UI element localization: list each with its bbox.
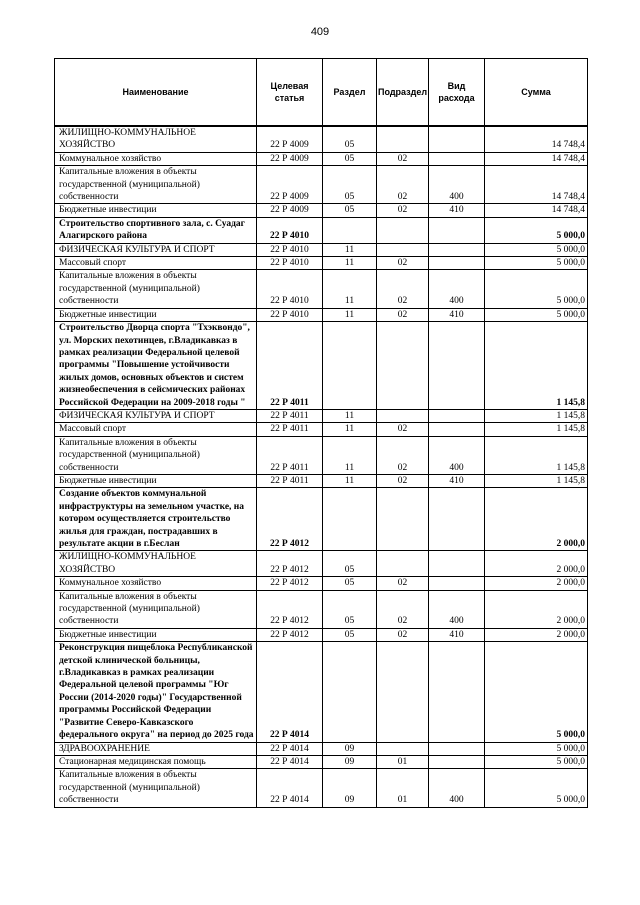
table-row <box>55 755 588 768</box>
cell-expense-type <box>429 126 485 152</box>
cell-name: Бюджетные инвестиции <box>55 628 257 641</box>
table-row <box>55 628 588 641</box>
cell-amount: 2 000,0 <box>485 590 588 628</box>
cell-expense-type: 410 <box>429 204 485 217</box>
cell-target: 22 Р 4010 <box>257 270 323 308</box>
cell-name: Реконструкция пищеблока Республиканской детской клинической больницы, г.Владикавказ в рамках реализации Федеральной целевой программы "Юг России (2014-2020 годы)" Государственной программы Российской Федерации "Развитие Северо-Кавказского федерального округа" на период до 2025 года <box>55 642 257 742</box>
cell-target: 22 Р 4009 <box>257 204 323 217</box>
cell-expense-type <box>429 551 485 577</box>
table-row <box>55 270 588 308</box>
header-expense-type: Вид расхода <box>429 59 485 127</box>
cell-target: 22 Р 4011 <box>257 322 323 410</box>
cell-name: Создание объектов коммунальной инфраструктуры на земельном участке, на котором осуществляется строительство жилья для граждан, пострадавших в результате акции в г.Беслан <box>55 488 257 551</box>
table-row <box>55 742 588 755</box>
cell-name: ЗДРАВООХРАНЕНИЕ <box>55 742 257 755</box>
cell-section: 11 <box>323 409 377 422</box>
cell-expense-type <box>429 742 485 755</box>
cell-subsection: 02 <box>377 308 429 321</box>
cell-name: Бюджетные инвестиции <box>55 474 257 487</box>
cell-expense-type: 410 <box>429 628 485 641</box>
cell-name: Капитальные вложения в объекты государственной (муниципальной) собственности <box>55 436 257 474</box>
cell-subsection: 02 <box>377 204 429 217</box>
cell-section <box>323 217 377 243</box>
cell-name: ЖИЛИЩНО-КОММУНАЛЬНОЕ ХОЗЯЙСТВО <box>55 126 257 152</box>
table-row <box>55 551 588 577</box>
table-row <box>55 204 588 217</box>
cell-target: 22 Р 4011 <box>257 474 323 487</box>
cell-subsection: 02 <box>377 628 429 641</box>
table-row <box>55 126 588 152</box>
table-row <box>55 166 588 204</box>
cell-amount: 2 000,0 <box>485 551 588 577</box>
cell-target: 22 Р 4010 <box>257 217 323 243</box>
cell-section: 05 <box>323 204 377 217</box>
cell-amount: 1 145,8 <box>485 322 588 410</box>
cell-section <box>323 642 377 742</box>
cell-target: 22 Р 4012 <box>257 590 323 628</box>
cell-name: Строительство Дворца спорта "Тхэквондо", ул. Морских пехотинцев, г.Владикавказ в рамках реализации Федеральной целевой программы "Повышение устойчивости жилых домов, основных объектов и систем жизнеобеспечения в сейсмических районах Российской Федерации на 2009-2018 годы " <box>55 322 257 410</box>
cell-subsection: 02 <box>377 152 429 165</box>
cell-expense-type: 410 <box>429 474 485 487</box>
cell-target: 22 Р 4012 <box>257 488 323 551</box>
cell-target: 22 Р 4010 <box>257 243 323 256</box>
cell-expense-type: 400 <box>429 769 485 807</box>
cell-target: 22 Р 4014 <box>257 742 323 755</box>
cell-amount: 5 000,0 <box>485 742 588 755</box>
cell-expense-type <box>429 152 485 165</box>
cell-target: 22 Р 4011 <box>257 409 323 422</box>
cell-amount: 1 145,8 <box>485 436 588 474</box>
cell-subsection <box>377 551 429 577</box>
cell-target: 22 Р 4014 <box>257 769 323 807</box>
cell-name: Строительство спортивного зала, с. Суадаг Алагирского района <box>55 217 257 243</box>
cell-section <box>323 322 377 410</box>
cell-section: 05 <box>323 152 377 165</box>
page-number: 409 <box>310 26 330 38</box>
cell-amount: 5 000,0 <box>485 217 588 243</box>
cell-target: 22 Р 4012 <box>257 628 323 641</box>
cell-subsection <box>377 742 429 755</box>
cell-amount: 14 748,4 <box>485 152 588 165</box>
cell-subsection: 01 <box>377 755 429 768</box>
table-body <box>55 126 588 807</box>
table-row <box>55 488 588 551</box>
table-row <box>55 308 588 321</box>
cell-target: 22 Р 4012 <box>257 551 323 577</box>
cell-section: 09 <box>323 769 377 807</box>
table-row <box>55 642 588 742</box>
header-section: Раздел <box>323 59 377 127</box>
cell-subsection <box>377 642 429 742</box>
cell-subsection: 02 <box>377 474 429 487</box>
cell-amount: 14 748,4 <box>485 126 588 152</box>
cell-target: 22 Р 4010 <box>257 257 323 270</box>
cell-name: ФИЗИЧЕСКАЯ КУЛЬТУРА И СПОРТ <box>55 243 257 256</box>
cell-subsection <box>377 488 429 551</box>
cell-name: Капитальные вложения в объекты государственной (муниципальной) собственности <box>55 590 257 628</box>
cell-amount: 5 000,0 <box>485 769 588 807</box>
cell-subsection: 01 <box>377 769 429 807</box>
cell-amount: 5 000,0 <box>485 270 588 308</box>
table-row <box>55 322 588 410</box>
table-row <box>55 409 588 422</box>
cell-name: Бюджетные инвестиции <box>55 308 257 321</box>
cell-section: 11 <box>323 474 377 487</box>
cell-amount: 1 145,8 <box>485 423 588 436</box>
cell-target: 22 Р 4009 <box>257 126 323 152</box>
table-row <box>55 577 588 590</box>
header-amount: Сумма <box>485 59 588 127</box>
cell-subsection <box>377 217 429 243</box>
cell-section: 05 <box>323 577 377 590</box>
table-row <box>55 474 588 487</box>
cell-section: 05 <box>323 126 377 152</box>
table-row <box>55 590 588 628</box>
cell-amount: 1 145,8 <box>485 409 588 422</box>
cell-section: 11 <box>323 243 377 256</box>
cell-amount: 5 000,0 <box>485 755 588 768</box>
cell-target: 22 Р 4010 <box>257 308 323 321</box>
cell-name: ЖИЛИЩНО-КОММУНАЛЬНОЕ ХОЗЯЙСТВО <box>55 551 257 577</box>
cell-expense-type <box>429 322 485 410</box>
table-header-row <box>55 59 588 127</box>
cell-section: 11 <box>323 270 377 308</box>
cell-expense-type <box>429 257 485 270</box>
cell-target: 22 Р 4009 <box>257 152 323 165</box>
cell-section: 11 <box>323 308 377 321</box>
cell-subsection <box>377 126 429 152</box>
cell-amount: 5 000,0 <box>485 257 588 270</box>
header-name: Наименование <box>55 59 257 127</box>
cell-section: 11 <box>323 257 377 270</box>
cell-section: 09 <box>323 755 377 768</box>
table-row <box>55 423 588 436</box>
cell-target: 22 Р 4009 <box>257 166 323 204</box>
cell-expense-type <box>429 755 485 768</box>
cell-section: 11 <box>323 436 377 474</box>
cell-name: ФИЗИЧЕСКАЯ КУЛЬТУРА И СПОРТ <box>55 409 257 422</box>
cell-section <box>323 488 377 551</box>
cell-amount: 5 000,0 <box>485 308 588 321</box>
cell-expense-type: 400 <box>429 270 485 308</box>
cell-subsection: 02 <box>377 166 429 204</box>
cell-subsection: 02 <box>377 423 429 436</box>
cell-name: Бюджетные инвестиции <box>55 204 257 217</box>
header-subsection: Подраздел <box>377 59 429 127</box>
cell-amount: 1 145,8 <box>485 474 588 487</box>
cell-expense-type: 400 <box>429 166 485 204</box>
cell-section: 05 <box>323 166 377 204</box>
cell-expense-type <box>429 217 485 243</box>
cell-name: Массовый спорт <box>55 423 257 436</box>
cell-amount: 5 000,0 <box>485 642 588 742</box>
cell-subsection: 02 <box>377 270 429 308</box>
cell-subsection: 02 <box>377 257 429 270</box>
cell-amount: 5 000,0 <box>485 243 588 256</box>
table-row <box>55 152 588 165</box>
table-row <box>55 257 588 270</box>
cell-target: 22 Р 4011 <box>257 436 323 474</box>
cell-subsection: 02 <box>377 436 429 474</box>
cell-expense-type: 400 <box>429 436 485 474</box>
cell-amount: 2 000,0 <box>485 488 588 551</box>
header-target: Целевая статья <box>257 59 323 127</box>
cell-subsection <box>377 409 429 422</box>
cell-expense-type <box>429 642 485 742</box>
cell-name: Коммунальное хозяйство <box>55 152 257 165</box>
cell-section: 05 <box>323 551 377 577</box>
cell-amount: 14 748,4 <box>485 204 588 217</box>
cell-expense-type <box>429 577 485 590</box>
cell-amount: 2 000,0 <box>485 577 588 590</box>
cell-section: 09 <box>323 742 377 755</box>
cell-section: 11 <box>323 423 377 436</box>
cell-target: 22 Р 4014 <box>257 755 323 768</box>
table-row <box>55 769 588 807</box>
cell-expense-type <box>429 488 485 551</box>
cell-name: Капитальные вложения в объекты государственной (муниципальной) собственности <box>55 769 257 807</box>
cell-name: Капитальные вложения в объекты государственной (муниципальной) собственности <box>55 270 257 308</box>
cell-section: 05 <box>323 628 377 641</box>
table-row <box>55 217 588 243</box>
cell-name: Массовый спорт <box>55 257 257 270</box>
cell-expense-type: 400 <box>429 590 485 628</box>
cell-target: 22 Р 4014 <box>257 642 323 742</box>
cell-subsection <box>377 322 429 410</box>
cell-amount: 14 748,4 <box>485 166 588 204</box>
cell-subsection <box>377 243 429 256</box>
cell-expense-type: 410 <box>429 308 485 321</box>
cell-target: 22 Р 4012 <box>257 577 323 590</box>
cell-target: 22 Р 4011 <box>257 423 323 436</box>
table-row <box>55 436 588 474</box>
cell-expense-type <box>429 409 485 422</box>
cell-section: 05 <box>323 590 377 628</box>
cell-name: Коммунальное хозяйство <box>55 577 257 590</box>
cell-amount: 2 000,0 <box>485 628 588 641</box>
table-row <box>55 243 588 256</box>
cell-subsection: 02 <box>377 577 429 590</box>
cell-expense-type <box>429 243 485 256</box>
budget-table <box>54 58 588 808</box>
cell-name: Капитальные вложения в объекты государственной (муниципальной) собственности <box>55 166 257 204</box>
cell-expense-type <box>429 423 485 436</box>
cell-name: Стационарная медицинская помощь <box>55 755 257 768</box>
cell-subsection: 02 <box>377 590 429 628</box>
